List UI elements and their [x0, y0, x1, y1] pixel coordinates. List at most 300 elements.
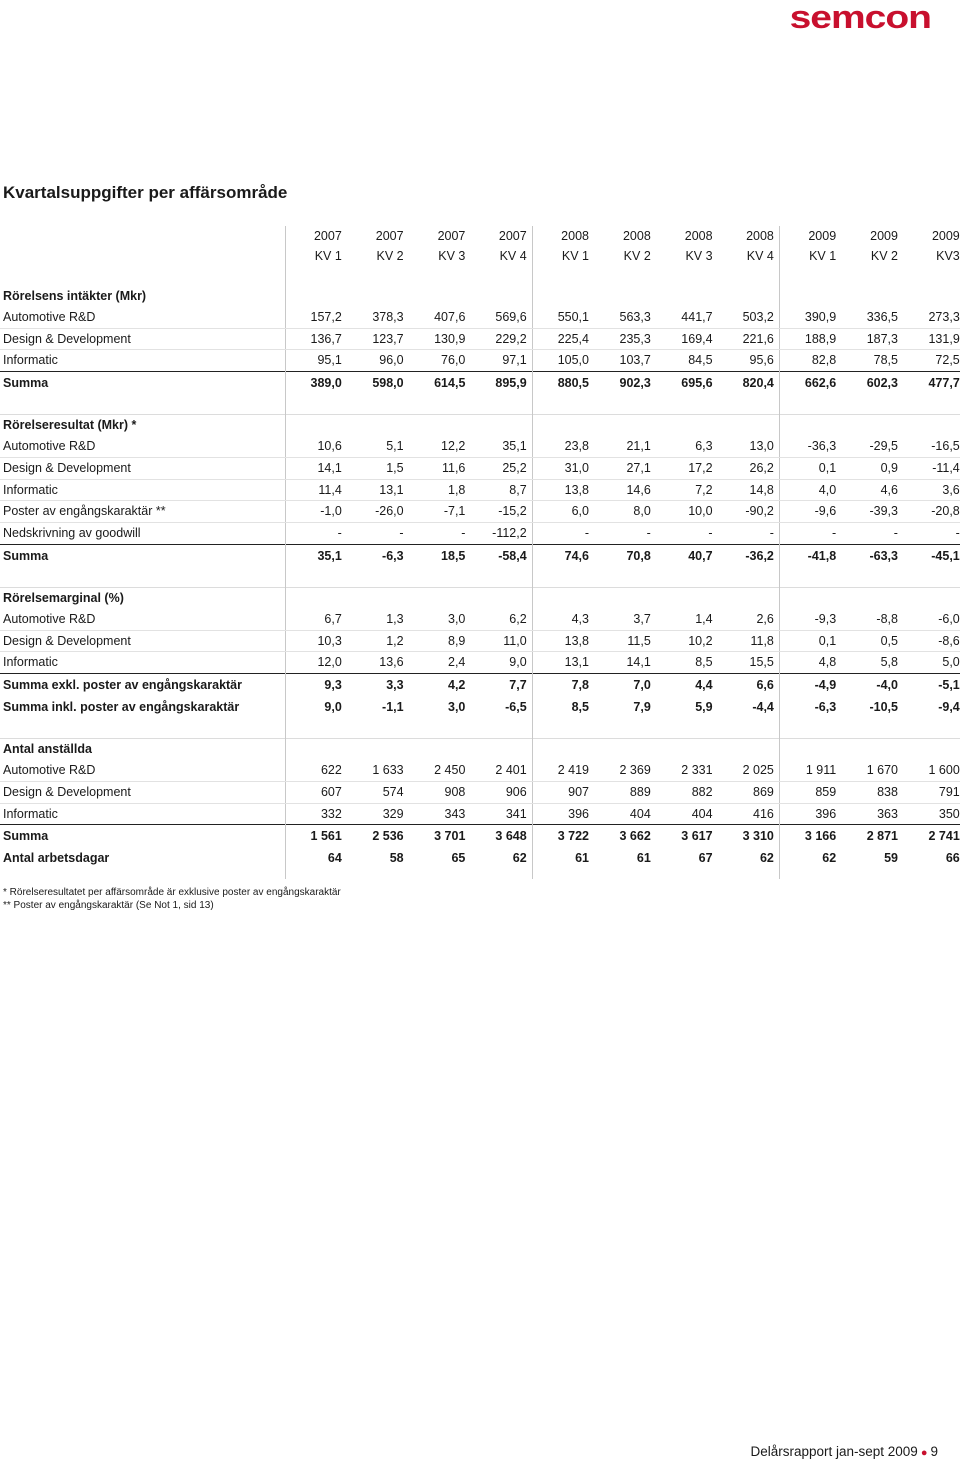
- value-cell: 12,2: [409, 436, 471, 457]
- value-cell: 64: [285, 847, 347, 869]
- row-label: [0, 567, 285, 588]
- value-cell: [841, 567, 903, 588]
- value-cell: 378,3: [347, 307, 409, 328]
- value-cell: KV3: [936, 249, 960, 263]
- value-cell: 273,3: [903, 307, 960, 328]
- value-cell: 404: [691, 806, 713, 821]
- row-label: Summa inkl. poster av engångskaraktär: [3, 700, 240, 715]
- value-cell: [718, 266, 780, 286]
- row-label: Automotive R&D: [0, 307, 285, 328]
- value-cell: 550,1: [532, 307, 594, 328]
- value-cell: 2008: [622, 229, 651, 243]
- value-cell: 3,0: [409, 609, 471, 630]
- value-cell: [594, 869, 656, 879]
- row-label: Informatic: [3, 806, 58, 821]
- value-cell: -: [646, 526, 651, 541]
- value-cell: [285, 587, 347, 608]
- value-cell: 14,1: [626, 655, 651, 670]
- value-cell: [347, 394, 409, 415]
- value-cell: 14,8: [718, 479, 780, 501]
- value-cell: 695,6: [656, 372, 718, 395]
- value-cell: 58: [389, 851, 404, 866]
- value-cell: 7,8: [532, 674, 594, 697]
- value-cell: 13,6: [379, 655, 404, 670]
- value-cell: [347, 587, 409, 608]
- row-label: Summa: [0, 372, 285, 395]
- table-row: [0, 781, 960, 803]
- value-cell: -36,3: [779, 436, 841, 457]
- footnote-1: * Rörelseresultatet per affärsområde är exklusive poster av engångskaraktär: [3, 887, 341, 898]
- value-cell: 13,1: [532, 652, 594, 674]
- row-label: Rörelseresultat (Mkr) *: [0, 415, 285, 436]
- value-cell: 7,0: [594, 674, 656, 697]
- value-cell: 12,0: [285, 652, 347, 674]
- value-cell: 563,3: [594, 307, 656, 328]
- total-row: [0, 825, 960, 848]
- value-cell: 123,7: [347, 328, 409, 350]
- value-cell: 389,0: [285, 372, 347, 395]
- value-cell: -1,0: [285, 501, 347, 523]
- header-quarter-row: [0, 246, 960, 266]
- row-label: Design & Development: [0, 781, 285, 803]
- value-cell: 1 600: [903, 760, 960, 781]
- value-cell: 2008: [684, 229, 713, 243]
- value-cell: 882: [656, 781, 718, 803]
- row-label: Summa exkl. poster av engångskaraktär: [0, 674, 285, 697]
- value-cell: 791: [903, 781, 960, 803]
- row-label: Design & Development: [0, 457, 285, 479]
- value-cell: [532, 394, 594, 415]
- value-cell: -15,2: [470, 501, 532, 523]
- value-cell: 908: [409, 781, 471, 803]
- value-cell: [656, 394, 718, 415]
- value-cell: 9,3: [285, 674, 347, 697]
- section-title-row: [0, 415, 960, 436]
- value-cell: [470, 415, 532, 436]
- value-cell: 6,2: [470, 609, 532, 630]
- value-cell: [779, 266, 841, 286]
- value-cell: 0,9: [841, 457, 903, 479]
- value-cell: 396: [779, 803, 841, 825]
- value-cell: -10,5: [869, 700, 898, 715]
- value-cell: [656, 869, 718, 879]
- value-cell: 59: [884, 851, 898, 866]
- row-label: Rörelsemarginal (%): [0, 587, 285, 608]
- value-cell: 8,5: [695, 655, 713, 670]
- value-cell: 3,3: [347, 674, 409, 697]
- value-cell: 96,0: [379, 353, 404, 368]
- value-cell: 1,5: [347, 457, 409, 479]
- value-cell: 390,9: [779, 307, 841, 328]
- value-cell: 157,2: [285, 307, 347, 328]
- value-cell: -: [779, 523, 841, 545]
- value-cell: 0,5: [841, 630, 903, 652]
- value-cell: 11,6: [409, 457, 471, 479]
- section-title-row: [0, 286, 960, 307]
- page-title: Kvartalsuppgifter per affärsområde: [3, 183, 288, 202]
- value-cell: [470, 739, 532, 760]
- value-cell: [903, 266, 960, 286]
- row-label: Informatic: [0, 479, 285, 501]
- value-cell: 82,8: [779, 350, 841, 372]
- value-cell: 6,3: [656, 436, 718, 457]
- value-cell: -1,1: [382, 700, 404, 715]
- value-cell: [409, 286, 471, 307]
- value-cell: 5,0: [942, 655, 960, 670]
- value-cell: KV 1: [779, 246, 841, 266]
- table-body: [0, 226, 960, 879]
- value-cell: 6,6: [718, 674, 780, 697]
- value-cell: -8,6: [903, 630, 960, 652]
- value-cell: [841, 739, 903, 760]
- value-cell: [594, 567, 656, 588]
- value-cell: 869: [718, 781, 780, 803]
- value-cell: 35,1: [470, 436, 532, 457]
- value-cell: 8,0: [594, 501, 656, 523]
- value-cell: -6,0: [903, 609, 960, 630]
- value-cell: 1 911: [779, 760, 841, 781]
- value-cell: [409, 394, 471, 415]
- value-cell: 5,8: [880, 655, 898, 670]
- value-cell: -: [893, 526, 898, 541]
- value-cell: 23,8: [532, 436, 594, 457]
- value-cell: [594, 587, 656, 608]
- value-cell: 329: [382, 806, 404, 821]
- value-cell: [779, 718, 841, 739]
- value-cell: 3 310: [718, 825, 780, 848]
- footnote-2: ** Poster av engångskaraktär (Se Not 1, sid 13): [3, 900, 214, 911]
- value-cell: 622: [285, 760, 347, 781]
- value-cell: 902,3: [594, 372, 656, 395]
- row-label: [0, 266, 285, 286]
- value-cell: 1,8: [409, 479, 471, 501]
- value-cell: 1 670: [841, 760, 903, 781]
- value-cell: 4,8: [779, 652, 841, 674]
- value-cell: [841, 266, 903, 286]
- table-row: [0, 760, 960, 781]
- value-cell: 3 166: [779, 825, 841, 848]
- row-label: Summa: [0, 825, 285, 848]
- row-label: Automotive R&D: [0, 609, 285, 630]
- value-cell: 13,0: [718, 436, 780, 457]
- value-cell: -20,8: [903, 501, 960, 523]
- value-cell: 614,5: [409, 372, 471, 395]
- value-cell: 859: [779, 781, 841, 803]
- value-cell: [409, 587, 471, 608]
- table-row: [0, 630, 960, 652]
- value-cell: 363: [877, 806, 898, 821]
- value-cell: [903, 587, 960, 608]
- value-cell: 2 419: [532, 760, 594, 781]
- value-cell: 889: [594, 781, 656, 803]
- value-cell: -16,5: [903, 436, 960, 457]
- value-cell: 13,8: [532, 630, 594, 652]
- value-cell: KV 1: [285, 246, 347, 266]
- value-cell: 11,8: [718, 630, 780, 652]
- value-cell: 95,6: [749, 353, 774, 368]
- value-cell: 2 536: [347, 825, 409, 848]
- value-cell: 3 617: [656, 825, 718, 848]
- value-cell: -: [769, 526, 774, 541]
- value-cell: -6,3: [779, 696, 841, 718]
- value-cell: 84,5: [688, 353, 713, 368]
- value-cell: 2 401: [470, 760, 532, 781]
- value-cell: 17,2: [656, 457, 718, 479]
- value-cell: 14,1: [285, 457, 347, 479]
- value-cell: 131,9: [903, 328, 960, 350]
- value-cell: [594, 286, 656, 307]
- value-cell: 10,2: [656, 630, 718, 652]
- value-cell: 2009: [931, 229, 960, 243]
- value-cell: 1,2: [347, 630, 409, 652]
- value-cell: 5,9: [695, 700, 713, 715]
- value-cell: [718, 567, 780, 588]
- total-row: [0, 696, 960, 718]
- value-cell: 350: [938, 806, 960, 821]
- value-cell: 1 561: [285, 825, 347, 848]
- value-cell: [347, 718, 409, 739]
- value-cell: [532, 415, 594, 436]
- value-cell: [903, 869, 960, 879]
- value-cell: 3 722: [532, 825, 594, 848]
- value-cell: 13,8: [532, 479, 594, 501]
- value-cell: -112,2: [492, 526, 527, 541]
- value-cell: 136,7: [285, 328, 347, 350]
- value-cell: [656, 415, 718, 436]
- value-cell: [347, 567, 409, 588]
- value-cell: 72,5: [935, 353, 960, 368]
- value-cell: -11,4: [903, 457, 960, 479]
- table-row: [0, 350, 960, 372]
- value-cell: 4,4: [656, 674, 718, 697]
- value-cell: [656, 567, 718, 588]
- value-cell: 2009: [870, 229, 898, 243]
- value-cell: 78,5: [873, 353, 898, 368]
- value-cell: [779, 415, 841, 436]
- row-label: Nedskrivning av goodwill: [3, 526, 141, 541]
- value-cell: [347, 266, 409, 286]
- value-cell: 14,6: [594, 479, 656, 501]
- value-cell: KV 1: [532, 246, 594, 266]
- table-row: [0, 652, 960, 674]
- footnotes: [3, 886, 341, 912]
- value-cell: [285, 869, 347, 879]
- value-cell: 906: [470, 781, 532, 803]
- row-label: [0, 869, 285, 879]
- value-cell: KV 2: [870, 249, 898, 263]
- value-cell: 0,1: [779, 457, 841, 479]
- value-cell: -6,3: [347, 544, 409, 567]
- value-cell: [532, 587, 594, 608]
- value-cell: 1,3: [347, 609, 409, 630]
- value-cell: -45,1: [903, 544, 960, 567]
- value-cell: [841, 394, 903, 415]
- value-cell: 907: [532, 781, 594, 803]
- value-cell: 61: [532, 847, 594, 869]
- page-number: 9: [930, 1444, 938, 1459]
- value-cell: 569,6: [470, 307, 532, 328]
- value-cell: [409, 718, 471, 739]
- value-cell: -39,3: [841, 501, 903, 523]
- table-row: [0, 307, 960, 328]
- value-cell: [656, 587, 718, 608]
- value-cell: 221,6: [718, 328, 780, 350]
- value-cell: [347, 415, 409, 436]
- value-cell: 10,3: [285, 630, 347, 652]
- value-cell: 5,1: [347, 436, 409, 457]
- value-cell: [285, 286, 347, 307]
- value-cell: 2,6: [718, 609, 780, 630]
- value-cell: 341: [505, 806, 527, 821]
- table-row: [0, 436, 960, 457]
- value-cell: -5,1: [903, 674, 960, 697]
- value-cell: [470, 394, 532, 415]
- value-cell: [903, 394, 960, 415]
- value-cell: -29,5: [841, 436, 903, 457]
- value-cell: [470, 587, 532, 608]
- row-label: Automotive R&D: [0, 760, 285, 781]
- value-cell: [841, 286, 903, 307]
- value-cell: 74,6: [532, 544, 594, 567]
- value-cell: 130,9: [409, 328, 471, 350]
- value-cell: [594, 415, 656, 436]
- value-cell: 838: [841, 781, 903, 803]
- value-cell: 35,1: [285, 544, 347, 567]
- section-title-row: [0, 739, 960, 760]
- value-cell: -26,0: [347, 501, 409, 523]
- value-cell: [841, 415, 903, 436]
- value-cell: 11,0: [470, 630, 532, 652]
- value-cell: [532, 739, 594, 760]
- row-label: Design & Development: [0, 630, 285, 652]
- row-label: Poster av engångskaraktär **: [0, 501, 285, 523]
- row-label: [0, 226, 285, 246]
- value-cell: -4,9: [779, 674, 841, 697]
- value-cell: -9,4: [938, 700, 960, 715]
- value-cell: [470, 567, 532, 588]
- value-cell: [347, 286, 409, 307]
- value-cell: 2 450: [409, 760, 471, 781]
- value-cell: 3,0: [448, 700, 466, 715]
- value-cell: [903, 718, 960, 739]
- value-cell: -: [708, 526, 713, 541]
- spacer-row: [0, 394, 960, 415]
- value-cell: 9,0: [285, 696, 347, 718]
- value-cell: 4,3: [532, 609, 594, 630]
- value-cell: 188,9: [779, 328, 841, 350]
- value-cell: 65: [451, 851, 466, 866]
- total-row: [0, 674, 960, 697]
- total-row: [0, 372, 960, 395]
- value-cell: [903, 567, 960, 588]
- row-label: Antal arbetsdagar: [3, 851, 110, 866]
- value-cell: [594, 266, 656, 286]
- value-cell: 25,2: [470, 457, 532, 479]
- total-row: [0, 544, 960, 567]
- value-cell: 441,7: [656, 307, 718, 328]
- value-cell: [285, 415, 347, 436]
- value-cell: 2008: [532, 226, 594, 246]
- value-cell: 67: [698, 851, 713, 866]
- table-row: [0, 328, 960, 350]
- value-cell: 10,0: [656, 501, 718, 523]
- value-cell: [779, 567, 841, 588]
- semcon-logo: semcon: [789, 0, 931, 36]
- value-cell: 13,1: [347, 479, 409, 501]
- value-cell: -58,4: [470, 544, 532, 567]
- value-cell: -: [955, 526, 960, 541]
- value-cell: KV 2: [623, 249, 651, 263]
- value-cell: [656, 266, 718, 286]
- spacer-row: [0, 718, 960, 739]
- value-cell: -36,2: [718, 544, 780, 567]
- value-cell: 503,2: [718, 307, 780, 328]
- value-cell: 2 741: [903, 825, 960, 848]
- row-label: Antal anställda: [0, 739, 285, 760]
- value-cell: [594, 739, 656, 760]
- table-row: [0, 457, 960, 479]
- value-cell: [718, 394, 780, 415]
- value-cell: 26,2: [718, 457, 780, 479]
- value-cell: [285, 266, 347, 286]
- value-cell: 3,7: [594, 609, 656, 630]
- value-cell: 66: [945, 851, 960, 866]
- footer-dot-icon: ●: [920, 1447, 928, 1459]
- table-row: [0, 803, 960, 825]
- value-cell: KV 2: [376, 249, 404, 263]
- value-cell: 0,1: [779, 630, 841, 652]
- value-cell: 2009: [779, 226, 841, 246]
- value-cell: 2007: [498, 229, 527, 243]
- value-cell: [532, 869, 594, 879]
- value-cell: [594, 718, 656, 739]
- value-cell: [532, 567, 594, 588]
- value-cell: [718, 718, 780, 739]
- value-cell: -7,1: [409, 501, 471, 523]
- value-cell: 9,0: [509, 655, 527, 670]
- value-cell: [409, 739, 471, 760]
- table-row: [0, 479, 960, 501]
- value-cell: 820,4: [718, 372, 780, 395]
- value-cell: 97,1: [502, 353, 527, 368]
- value-cell: 880,5: [532, 372, 594, 395]
- value-cell: 2,4: [448, 655, 466, 670]
- value-cell: 8,7: [470, 479, 532, 501]
- value-cell: [285, 394, 347, 415]
- value-cell: 2 025: [718, 760, 780, 781]
- value-cell: [409, 415, 471, 436]
- value-cell: 169,4: [656, 328, 718, 350]
- value-cell: [903, 415, 960, 436]
- value-cell: 1,4: [656, 609, 718, 630]
- value-cell: [779, 394, 841, 415]
- value-cell: 2 331: [656, 760, 718, 781]
- value-cell: 11,5: [594, 630, 656, 652]
- value-cell: -: [285, 523, 347, 545]
- spacer-row: [0, 567, 960, 588]
- value-cell: 3 701: [409, 825, 471, 848]
- value-cell: 187,3: [841, 328, 903, 350]
- value-cell: 2007: [437, 229, 466, 243]
- value-cell: [285, 567, 347, 588]
- value-cell: 3 648: [470, 825, 532, 848]
- value-cell: [718, 739, 780, 760]
- value-cell: 477,7: [903, 372, 960, 395]
- value-cell: [718, 415, 780, 436]
- value-cell: 62: [759, 851, 774, 866]
- row-label: Summa: [0, 544, 285, 567]
- value-cell: 2 871: [841, 825, 903, 848]
